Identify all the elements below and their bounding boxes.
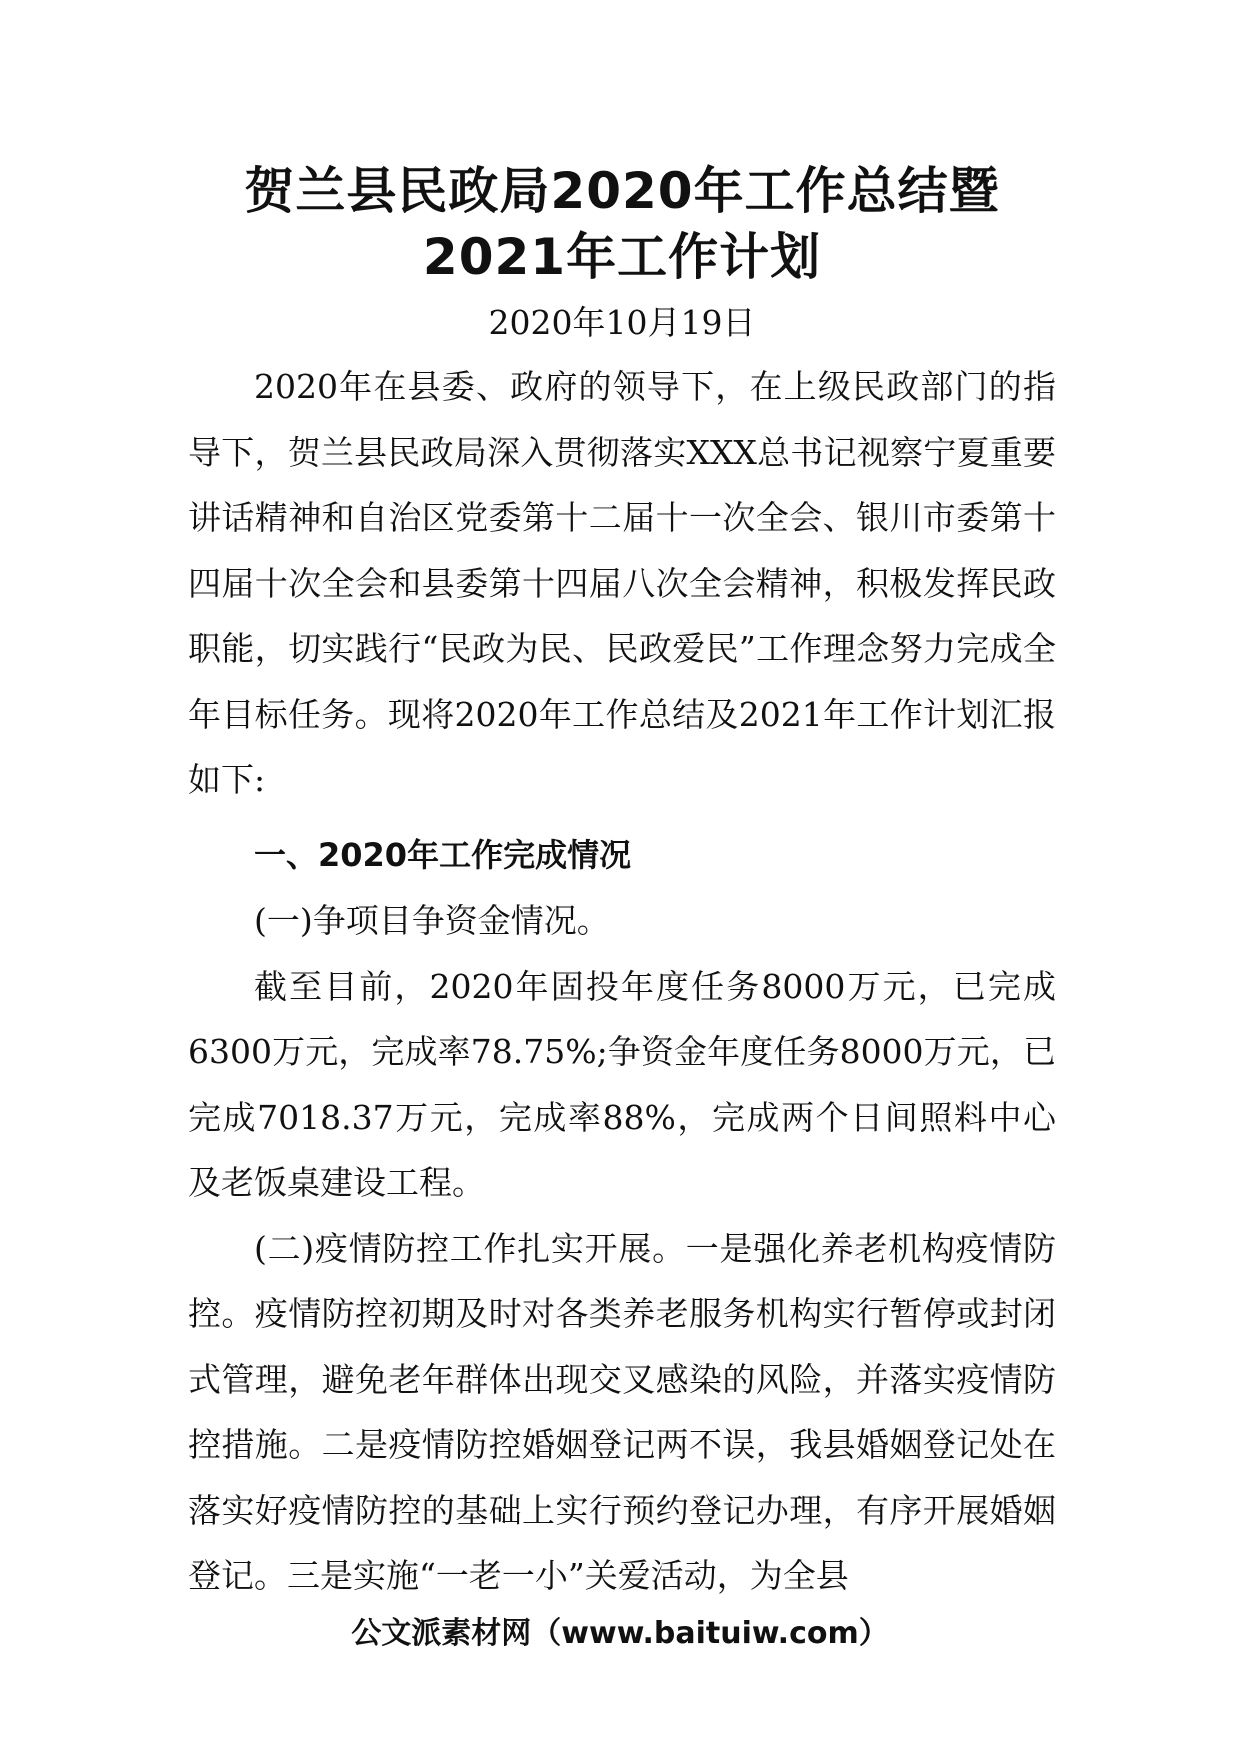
subsection-body-2: (二)疫情防控工作扎实开展。一是强化养老机构疫情防控。疫情防控初期及时对各类养老服务机构实行暂停或封闭式管理，避免老年群体出现交叉感染的风险，并落实疫情防控措施。二是疫情防控婚姻登记两不误，我县婚姻登记处在落实好疫情防控的基础上实行预约登记办理，有序开展婚姻登记。三是实施“一老一小”关爱活动，为全县 (188, 1228, 1056, 1595)
document-date: 2020年10月19日 (488, 303, 756, 342)
intro-paragraph: 2020年在县委、政府的领导下，在上级民政部门的指导下，贺兰县民政局深入贯彻落实XXX总书记视察宁夏重要讲话精神和自治区党委第十二届十一次全会、银川市委第十四届十次全会和县委第十四届八次全会精神，积极发挥民政职能，切实践行“民政为民、民政爱民”工作理念努力完成全年目标任务。现将2020年工作总结及2021年工作计划汇报如下: (188, 367, 1056, 799)
document-body (188, 158, 1056, 1609)
footer-watermark: 公文派素材网（www.baituiw.com） (351, 1616, 889, 1651)
document-title: 贺兰县民政局2020年工作总结暨2021年工作计划 (244, 162, 1000, 286)
section-heading-1: 一、2020年工作完成情况 (254, 835, 632, 874)
subsection-body-1: 截至目前，2020年固投年度任务8000万元，已完成6300万元，完成率78.75%;争资金年度任务8000万元，已完成7018.37万元，完成率88%，完成两个日间照料中心及老饭桌建设工程。 (188, 966, 1056, 1202)
subsection-heading-1: (一)争项目争资金情况。 (254, 901, 610, 940)
